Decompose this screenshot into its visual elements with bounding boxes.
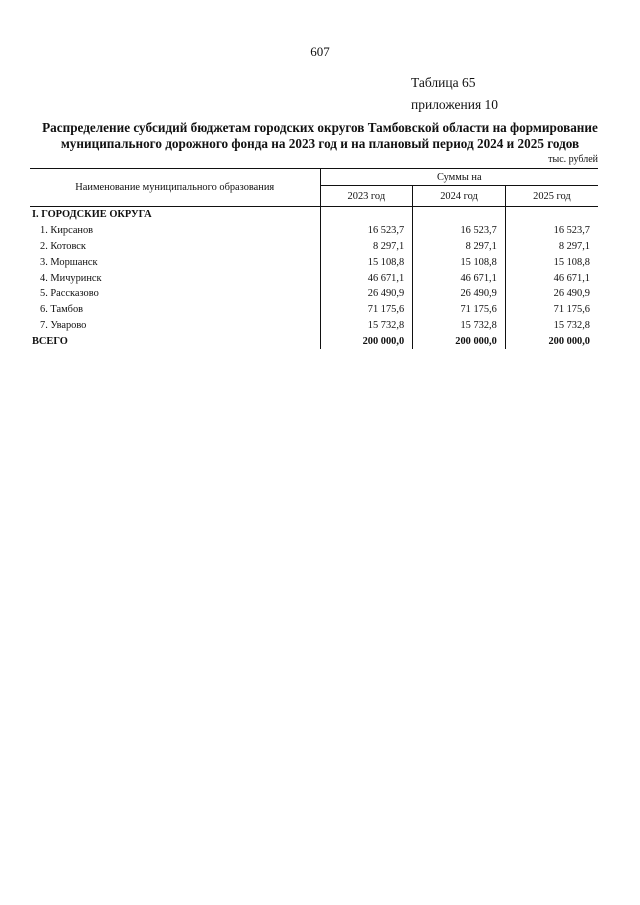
table-row (30, 318, 598, 334)
value-2024: 16 523,7 (413, 223, 506, 239)
subsidy-table (30, 168, 598, 349)
municipality-name: 4. Мичуринск (40, 272, 102, 284)
municipality-name: 6. Тамбов (40, 304, 84, 316)
appendix-caption: приложения 10 (411, 97, 499, 112)
name-column-header: Наименование муниципального образования (30, 169, 320, 207)
total-row (30, 333, 598, 349)
total-2025: 200 000,0 (505, 333, 598, 349)
year-header-2025: 2025 год (505, 186, 598, 207)
units-label: тыс. рублей (548, 154, 598, 165)
value-2024: 46 671,1 (413, 270, 506, 286)
table-row (30, 302, 598, 318)
value-2025: 71 175,6 (505, 302, 598, 318)
municipality-name: 1. Кирсанов (40, 225, 94, 237)
value-2024: 15 732,8 (413, 318, 506, 334)
municipality-name: 2. Котовск (40, 240, 86, 252)
value-2025: 16 523,7 (505, 223, 598, 239)
value-2025: 8 297,1 (505, 239, 598, 255)
value-2023: 46 671,1 (320, 270, 413, 286)
value-2024: 15 108,8 (413, 254, 506, 270)
value-2025: 46 671,1 (505, 270, 598, 286)
page-number: 607 (310, 44, 330, 59)
document-title-line-2: муниципального дорожного фонда на 2023 год и на плановый период 2024 и 2025 годов (60, 136, 580, 151)
document-title (30, 120, 610, 152)
municipality-name: 3. Моршанск (40, 256, 98, 268)
value-2023: 71 175,6 (320, 302, 413, 318)
sums-column-header: Суммы на (320, 169, 598, 186)
value-2025: 26 490,9 (505, 286, 598, 302)
document-title-line-1: Распределение субсидий бюджетам городских округов Тамбовской области на формирование (42, 120, 598, 135)
value-2024: 26 490,9 (413, 286, 506, 302)
total-2023: 200 000,0 (320, 333, 413, 349)
value-2024: 8 297,1 (413, 239, 506, 255)
value-2023: 15 108,8 (320, 254, 413, 270)
table-row (30, 254, 598, 270)
value-2023: 8 297,1 (320, 239, 413, 255)
year-header-2024: 2024 год (413, 186, 506, 207)
section-label: I. ГОРОДСКИЕ ОКРУГА (32, 209, 152, 221)
value-2025: 15 108,8 (505, 254, 598, 270)
total-2024: 200 000,0 (413, 333, 506, 349)
municipality-name: 5. Рассказово (40, 288, 99, 300)
municipality-name: 7. Уварово (40, 319, 87, 331)
table-row (30, 286, 598, 302)
value-2023: 26 490,9 (320, 286, 413, 302)
value-2024: 71 175,6 (413, 302, 506, 318)
value-2025: 15 732,8 (505, 318, 598, 334)
table-caption: Таблица 65 (411, 75, 476, 90)
value-2023: 15 732,8 (320, 318, 413, 334)
table-body (30, 207, 598, 350)
section-row (30, 207, 598, 223)
table-row (30, 223, 598, 239)
table-row (30, 239, 598, 255)
table-row (30, 270, 598, 286)
year-header-2023: 2023 год (320, 186, 413, 207)
total-label: ВСЕГО (32, 335, 68, 347)
value-2023: 16 523,7 (320, 223, 413, 239)
table-header (30, 169, 598, 207)
